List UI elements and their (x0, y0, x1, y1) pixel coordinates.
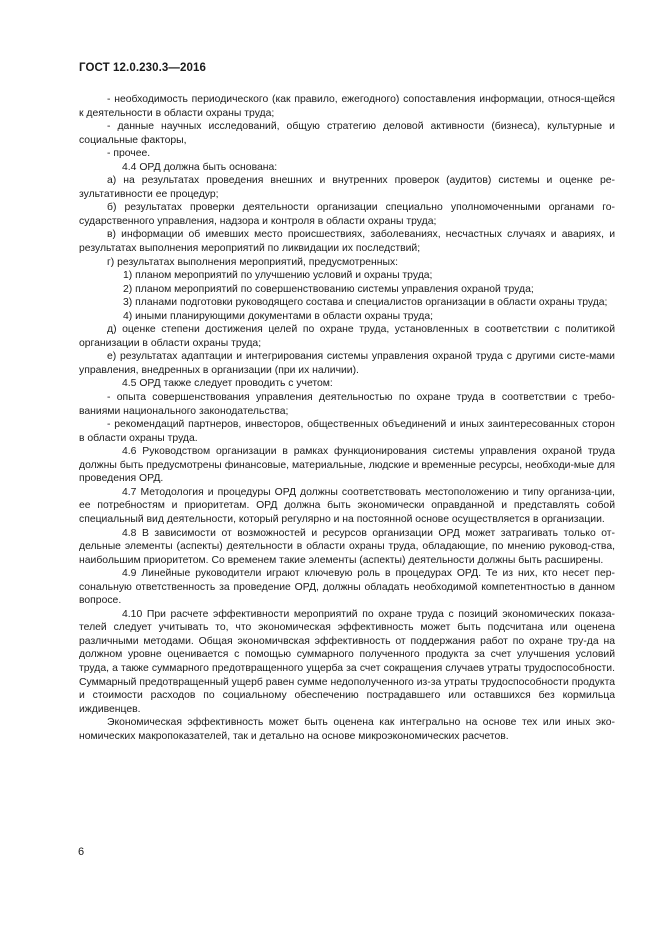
paragraph: г) результатах выполнения мероприятий, предусмотренных: (107, 256, 399, 268)
paragraph: - опыта совершенствования управления деятельностью по охране труда в соответствии с требо-ваниями национального законодательства; (79, 392, 615, 417)
list-item: 1) планом мероприятий по улучшению условий и охраны труда; (123, 270, 433, 282)
clause: 4.10 При расчете эффективности мероприятий по охране труда с позиций экономических показа-телей следует учитывать то, что экономическая эффективность может быть подсчитана или оценена различными методами. Общая экономичвская эффективность от поддержания работ по охране тру-да на должном уровне оценивается с помощью суммарного полученного продукта за счет улучшения условий труда, а также суммарного предотвращенного ущерба за счет сокращения случаев утраты трудоспособности. Суммарный предотвращенный ущерб равен сумме недополученного из-за утраты трудоспособности продукта и стоимости расходов по социальному обеспечению пострадавшего или оставшихся без кормильца иждивенцев. (79, 608, 615, 715)
paragraph: - рекомендаций партнеров, инвесторов, общественных объединений и иных заинтересованных сторон в области охраны труда. (79, 419, 615, 444)
body-text (79, 93, 615, 743)
clause-heading: 4.4 ОРД должна быть основана: (122, 161, 278, 173)
paragraph: в) информации об имевших место происшествиях, заболеваниях, несчастных случаях и авариях, и результатах выполнения мероприятий по ликвидации их последствий; (79, 229, 615, 255)
paragraph: а) на результатах проведения внешних и внутренних проверок (аудитов) системы и оценке ре-зультативности ее процедур; (79, 175, 615, 200)
list-item: 2) планом мероприятий по совершенствованию системы управления охраной труда; (123, 283, 534, 295)
list-item: 3) планами подготовки руководящего состава и специалистов организации в области охраны труда; (123, 297, 608, 309)
document-header: ГОСТ 12.0.230.3—2016 (79, 62, 206, 74)
paragraph: б) результатах проверки деятельности организации специально уполномоченными органами го-сударственного управления, надзора и контроля в области охраны труда; (79, 202, 615, 227)
page-number: 6 (78, 846, 85, 858)
paragraph: Экономическая эффективность может быть оценена как интегрально на основе тех или иных эко-номических макропоказателей, так и детально на основе микроэкономических расчетов. (79, 717, 615, 742)
clause: 4.6 Руководством организации в рамках функционирования системы управления охраной труда должны быть предусмотрены финансовые, материальные, людские и временные ресурсы, необходи-мые для проведения ОРД. (79, 446, 615, 485)
paragraph: д) оценке степени достижения целей по охране труда, установленных в соответствии с политикой организации в области охраны труда; (79, 324, 615, 349)
paragraph: - прочее. (107, 148, 151, 160)
paragraph: - данные научных исследований, общую стратегию деловой активности (бизнеса), культурные и социальные факторы, (79, 121, 615, 146)
clause: 4.8 В зависимости от возможностей и ресурсов организации ОРД может затрагивать только от-дельные элементы (аспекты) деятельности в области охраны труда, обладающие, по мнению руковод-ства, наибольшим приоритетом. Со временем такие элементы (аспекты) деятельности должны быть расширены. (79, 527, 615, 566)
clause-heading: 4.5 ОРД также следует проводить с учетом: (122, 378, 333, 390)
clause: 4.7 Методология и процедуры ОРД должны соответствовать местоположению и типу организа-ции, ее потребностям и приоритетам. ОРД должна быть экономически оправданной и представлять собой специальный вид деятельности, который регулярно и на постоянной основе осуществляется в организации. (79, 486, 615, 525)
paragraph: е) результатах адаптации и интегрирования системы управления охраной труда с другими систе-мами управления, внедренных в организации (при их наличии). (79, 351, 615, 376)
list-item: 4) иными планирующими документами в области охраны труда; (123, 310, 433, 322)
paragraph: - необходимость периодического (как правило, ежегодного) сопоставления информации, относя-щейся к деятельности в области охраны труда; (79, 94, 615, 119)
clause: 4.9 Линейные руководители играют ключевую роль в процедурах ОРД. Те из них, кто несет пер-сональную ответственность за проведение ОРД, должны обладать необходимой компетентностью в данном вопросе. (79, 568, 615, 607)
